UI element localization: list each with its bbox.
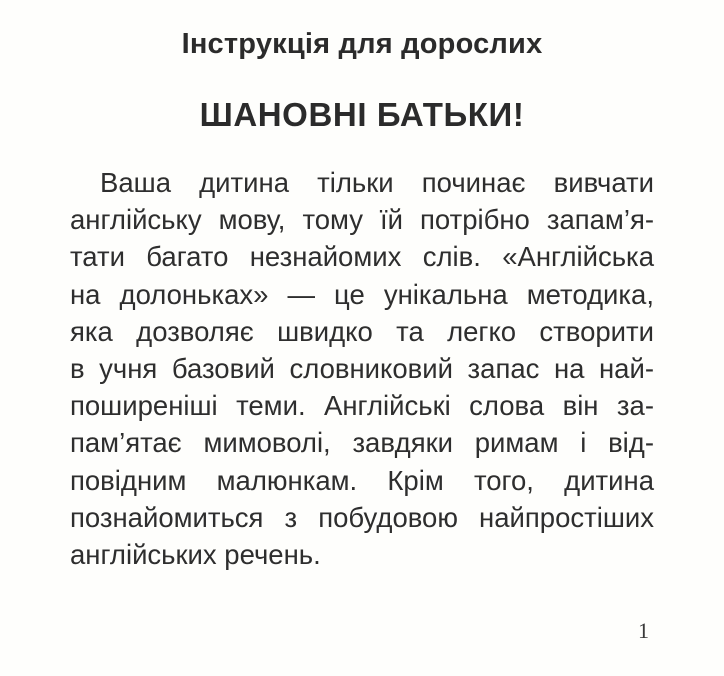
paragraph-line: яка дозволяє швидко та легко створити [70, 315, 654, 347]
paragraph-line: тати багато незнайомих слів. «Англійська [70, 241, 654, 273]
paragraph-line: на долоньках» — це унікальна методика, [70, 278, 654, 310]
paragraph-line: познайомиться з побудовою найпростіших [70, 501, 654, 533]
page-title: ШАНОВНІ БАТЬКИ! [199, 96, 525, 133]
paragraph-line: поширеніші теми. Англійські слова він за- [70, 390, 654, 422]
body-paragraph [70, 164, 654, 573]
paragraph-line: англійських речень. [70, 538, 321, 570]
paragraph-line: в учня базовий словниковий запас на най- [70, 352, 654, 384]
paragraph-line: Ваша дитина тільки починає вивчати [100, 167, 654, 198]
paragraph-line: пам’ятає мимоволі, завдяки римам і від- [70, 427, 654, 459]
paragraph-line: англійську мову, тому їй потрібно запам’я- [70, 204, 654, 236]
page-number: 1 [638, 618, 649, 643]
paragraph-line: повідним малюнкам. Крім того, дитина [70, 464, 654, 496]
page-subtitle: Інструкція для дорослих [181, 28, 543, 60]
